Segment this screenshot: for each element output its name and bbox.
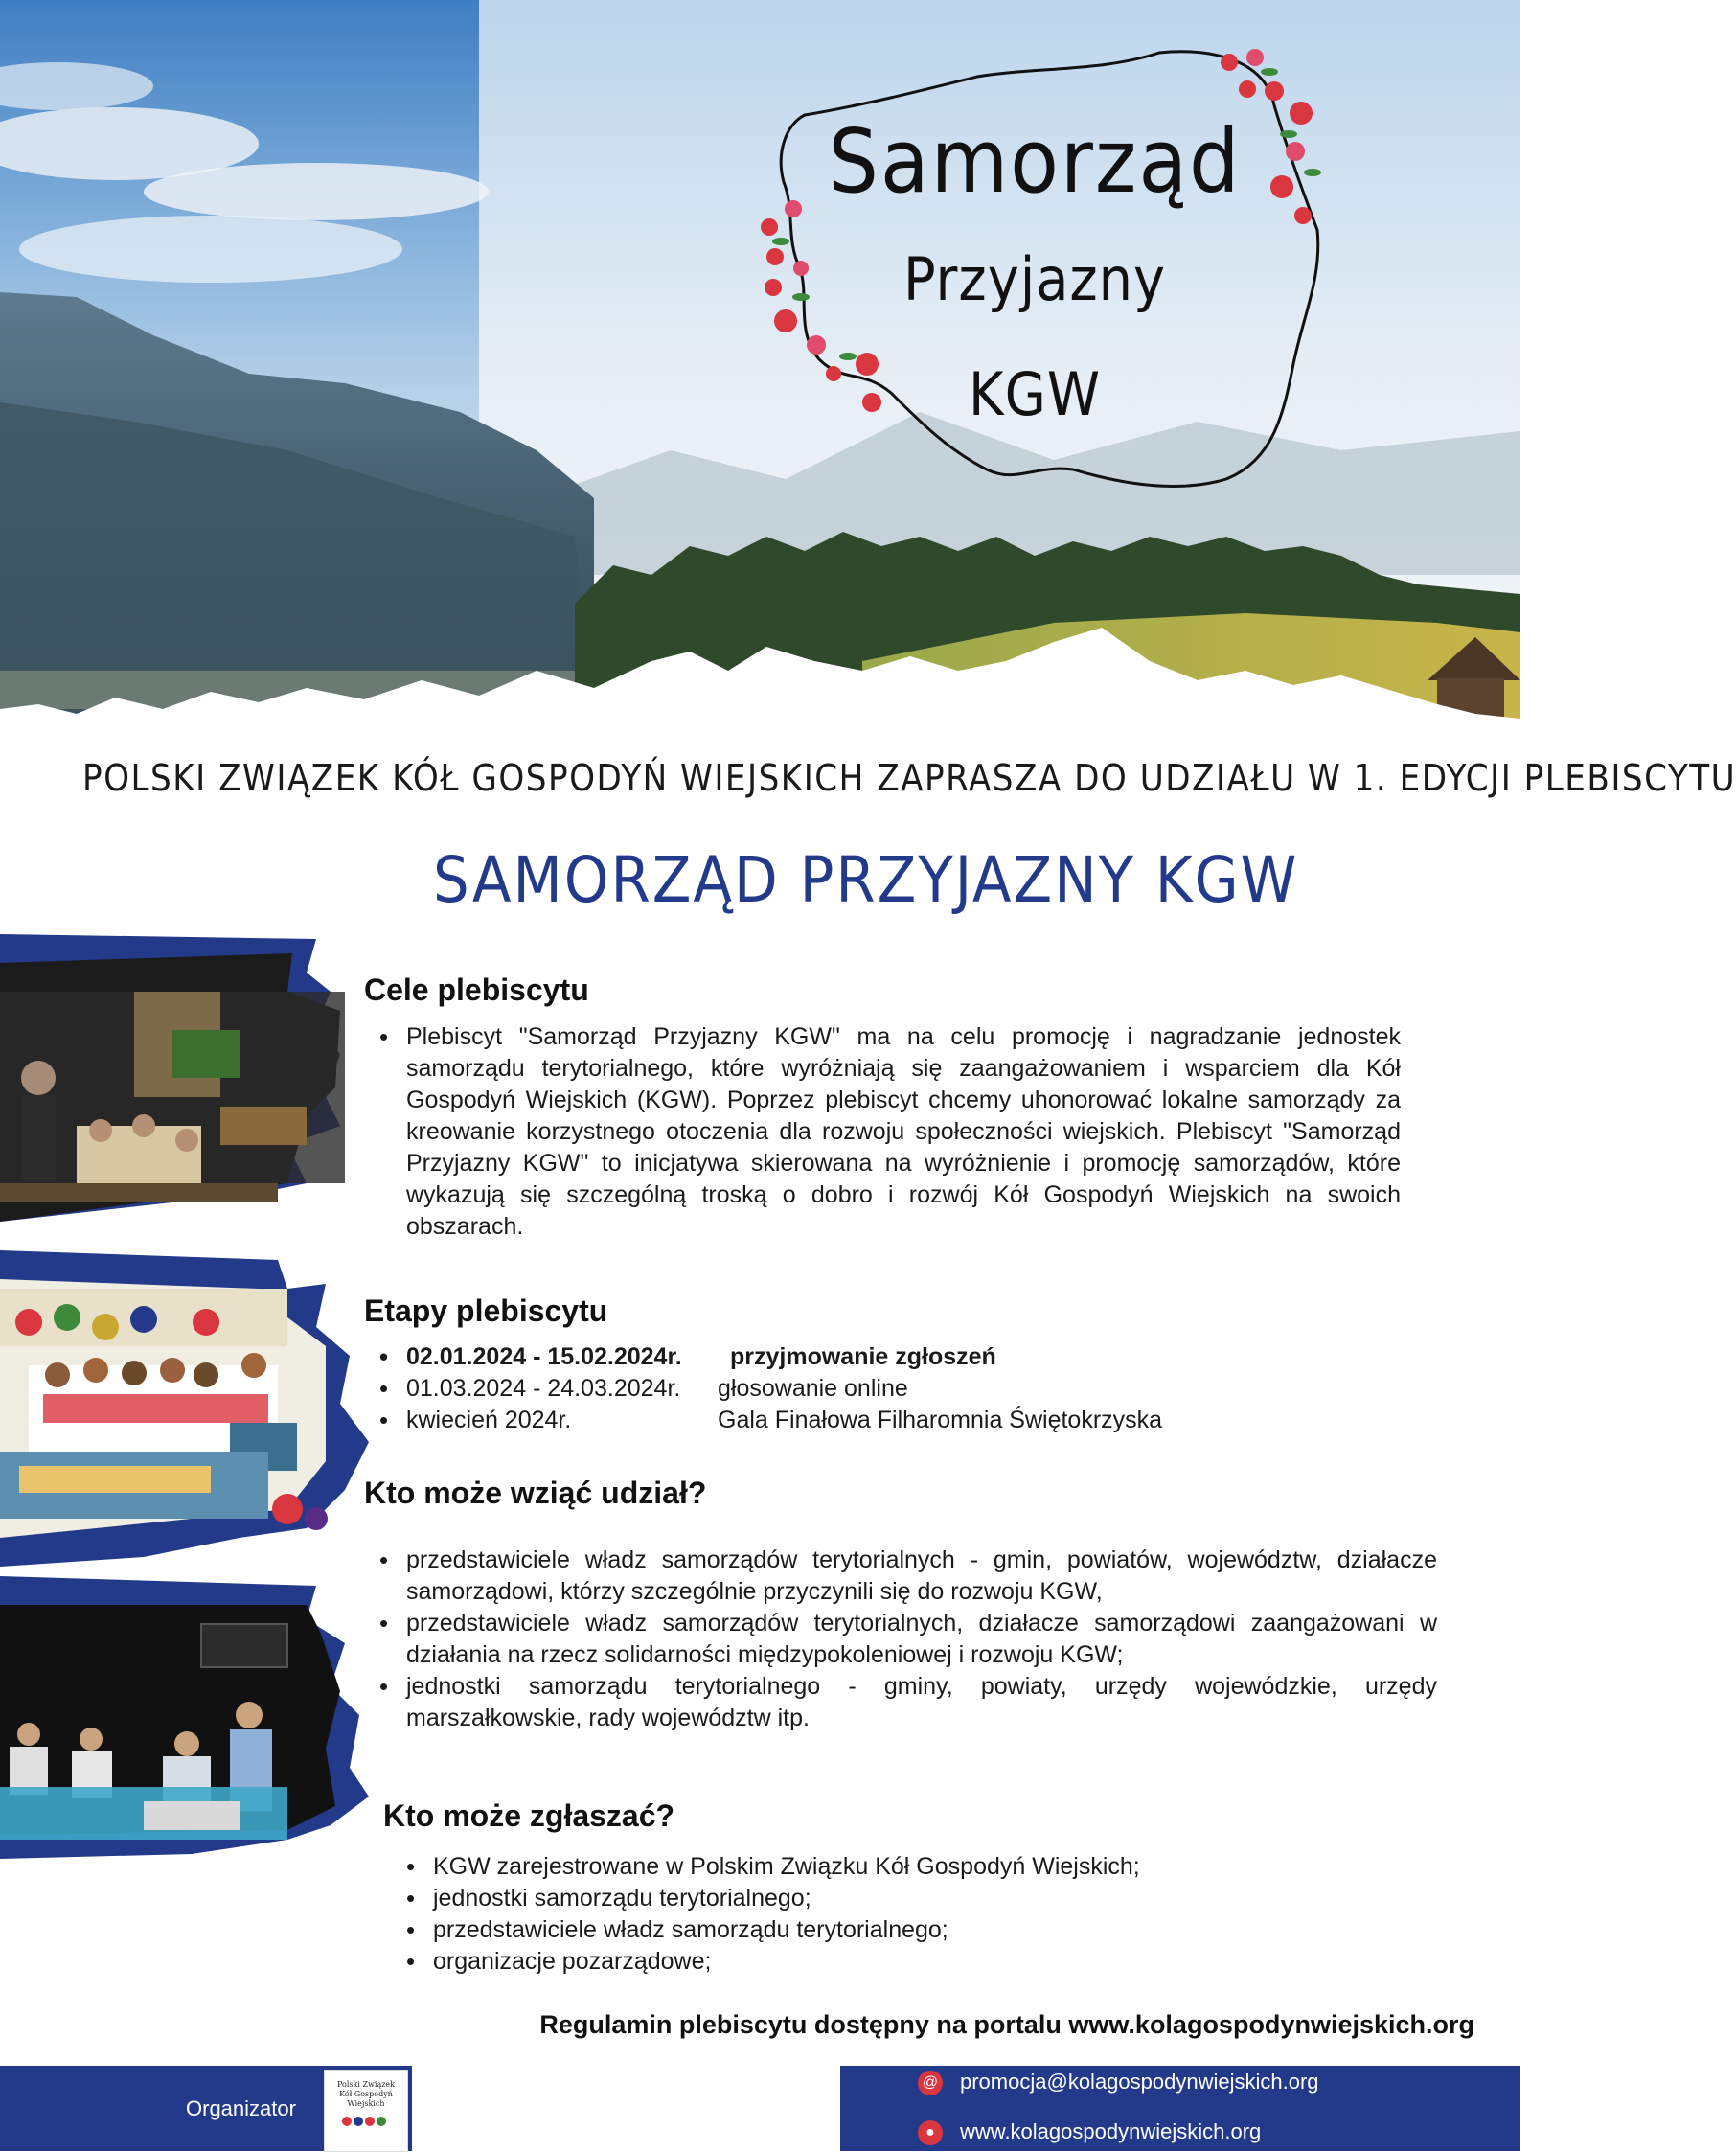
participant-item: • przedstawiciele władz samorządów terytorialnych, działacze samorządowi zaangażowani w działania na rzecz solidarności międzypokoleniowej i rozwoju KGW; — [364, 1608, 1437, 1671]
stages-list — [364, 1341, 1418, 1436]
goals-text: • Plebiscyt "Samorząd Przyjazny KGW" ma na celu promocję i nagradzanie jednostek samorządu terytorialnego, które wyróżniają się zaangażowaniem i wsparciem dla Kół Gospodyń Wiejskich (KGW). Poprzez plebiscyt chcemy uhonorować lokalne samorządy za kreowanie korzystnego otoczenia dla rozwoju społeczności wiejskich. Plebiscyt "Samorząd Przyjazny KGW" to inicjatywa skierowana na wyróżnienie i promocję samorządów, które wykazują się szczególną troską o dobro i rozwój Kół Gospodyń Wiejskich na swoich obszarach. — [364, 1021, 1401, 1243]
invite-heading: POLSKI ZWIĄZEK KÓŁ GOSPODYŃ WIEJSKICH ZAPRASZA DO UDZIAŁU W 1. EDYCJI PLEBISCYTU — [82, 757, 1736, 799]
location-pin-icon: ● — [918, 2120, 943, 2145]
organizer-logo — [324, 2070, 408, 2152]
goals-heading: Cele plebiscytu — [364, 973, 589, 1007]
logo-text-przyjazny: Przyjazny — [902, 244, 1167, 314]
stage-desc: Gala Finałowa Filharomnia Świętokrzyska — [718, 1407, 1163, 1433]
at-icon: @ — [918, 2071, 943, 2095]
footer-website[interactable] — [918, 2119, 1261, 2145]
submitter-item: • KGW zarejestrowane w Polskim Związku Kół Gospodyń Wiejskich; — [391, 1851, 1349, 1883]
photo-laundry-performance — [0, 1576, 369, 1859]
submitter-item: • jednostki samorządu terytorialnego; — [391, 1883, 1349, 1914]
participants-heading: Kto może wziąć udział? — [364, 1476, 707, 1510]
footer-email[interactable] — [918, 2070, 1319, 2095]
page-title: SAMORZĄD PRZYJAZNY KGW — [433, 843, 1299, 917]
regulamin-note: Regulamin plebiscytu dostępny na portalu www.kolagospodynwiejskich.org — [539, 2010, 1474, 2039]
participant-item: • przedstawiciele władz samorządów terytorialnych - gmin, powiatów, województw, działacze samorządowi, którzy szczególnie przyczynili się do rozwoju KGW, — [364, 1545, 1437, 1608]
org-logo-line: Wiejskich — [347, 2099, 385, 2108]
photo-stage-performance — [0, 934, 345, 1222]
stage-desc: przyjmowanie zgłoszeń — [730, 1343, 996, 1370]
stage-item — [364, 1341, 1418, 1373]
stage-item — [364, 1405, 1418, 1436]
participants-list — [364, 1545, 1437, 1734]
plebiscyt-logo — [766, 43, 1303, 503]
stage-date: 02.01.2024 - 15.02.2024r. — [406, 1343, 682, 1370]
stage-date: kwiecień 2024r. — [406, 1407, 572, 1433]
org-logo-line: Polski Związek — [336, 2080, 396, 2089]
website-text[interactable]: www.kolagospodynwiejskich.org — [960, 2119, 1262, 2143]
participant-item: • jednostki samorządu terytorialnego - gminy, powiaty, urzędy wojewódzkie, urzędy marszałkowskie, rady województw itp. — [364, 1671, 1437, 1734]
logo-text-samorzad: Samorząd — [828, 110, 1242, 213]
hero-banner — [0, 0, 1520, 738]
stage-item — [364, 1373, 1418, 1405]
org-logo-flowers-icon — [337, 2113, 395, 2130]
email-text[interactable]: promocja@kolagospodynwiejskich.org — [960, 2070, 1319, 2094]
stage-date: 01.03.2024 - 24.03.2024r. — [406, 1375, 681, 1402]
stage-desc: głosowanie online — [718, 1375, 908, 1402]
photo-kgw-group — [0, 1250, 369, 1567]
org-logo-line: Kół Gospodyń — [339, 2090, 393, 2098]
footer-white-panel — [412, 2066, 840, 2151]
organizer-label: Organizator — [186, 2096, 296, 2120]
submitter-item: • przedstawiciele władz samorządu terytorialnego; — [391, 1914, 1349, 1946]
logo-text-kgw: KGW — [969, 359, 1101, 429]
goals-list — [364, 1021, 1401, 1243]
submitters-heading: Kto może zgłaszać? — [383, 1798, 675, 1833]
submitter-item: • organizacje pozarządowe; — [391, 1946, 1349, 1978]
stages-heading: Etapy plebiscytu — [364, 1293, 608, 1328]
submitters-list — [391, 1851, 1349, 1978]
